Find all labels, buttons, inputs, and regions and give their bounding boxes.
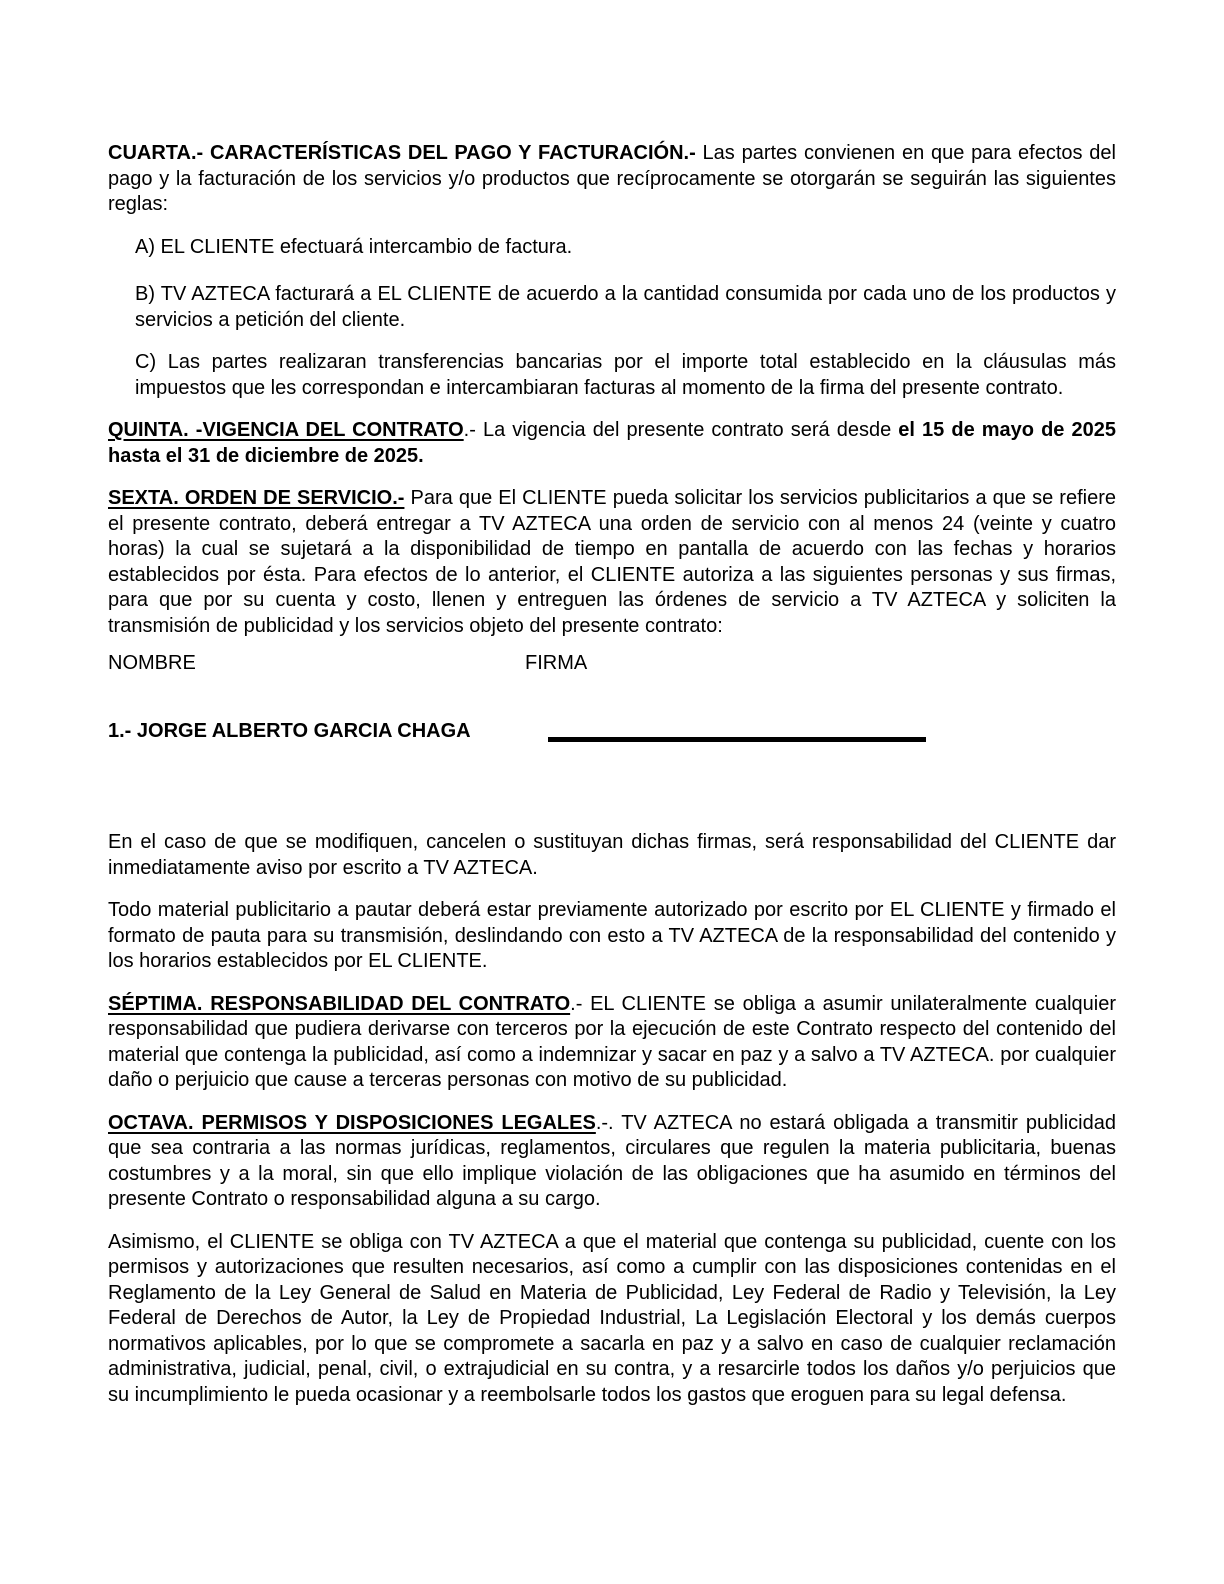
- signature-line: [548, 737, 926, 742]
- clause-septima-heading: SÉPTIMA. RESPONSABILIDAD DEL CONTRATO: [108, 992, 571, 1015]
- clause-octava-paragraph: [108, 1111, 1116, 1213]
- asimismo-paragraph: Asimismo, el CLIENTE se obliga con TV AZTECA a que el material que contenga su publicidad, cuente con los permisos y autorizaciones que resulten necesarios, así como a cumplir con las disposiciones contenidas en el Reglamento de la Ley General de Salud en Materia de Publicidad, Ley Federal de Radio y Televisión, la Ley Federal de Derechos de Autor, la Ley de Propiedad Industrial, La Legislación Electoral y los demás cuerpos normativos aplicables, por lo que se compromete a sacarla en paz y a salvo en caso de cualquier reclamación administrativa, judicial, penal, civil, o extrajudicial en su contra, y a resarcirle todos los daños y/o perjuicios que su incumplimiento le pueda ocasionar y a reembolsarle todos los gastos que eroguen para su legal defensa.: [108, 1230, 1116, 1406]
- signature-entry-row: [108, 719, 1116, 745]
- clause-cuarta-body: Las partes convienen en que para efectos del pago y la facturación de los servicios y/o productos que recíprocamente se otorgarán se seguirán las siguientes reglas:: [108, 142, 1116, 215]
- clause-octava-body: .-. TV AZTECA no estará obligada a transmitir publicidad que sea contraria a las normas jurídicas, reglamentos, circulares que regulen la materia publicitaria, buenas costumbres y a la moral, sin que ello implique violación de las obligaciones que ha asumido en términos del presente Contrato o responsabilidad alguna a su cargo.: [108, 1111, 1116, 1210]
- clause-septima-body: .- EL CLIENTE se obliga a asumir unilateralmente cualquier responsabilidad que pudiera derivarse con terceros por la ejecución de este Contrato respecto del contenido del material que contenga la publicidad, así como a indemnizar y sacar en paz y a salvo a TV AZTECA. por cualquier daño o perjuicio que cause a terceras personas con motivo de su publicidad.: [108, 992, 1116, 1091]
- material-authorization-paragraph: Todo material publicitario a pautar deberá estar previamente autorizado por escrito por EL CLIENTE y firmado el formato de pauta para su transmisión, deslindando con esto a TV AZTECA de la responsabilidad del contenido y los horarios establecidos por EL CLIENTE.: [108, 899, 1116, 972]
- firma-column-label: FIRMA: [525, 652, 588, 674]
- clause-quinta-heading: QUINTA. -VIGENCIA DEL CONTRATO: [108, 419, 464, 441]
- list-item-b: B) TV AZTECA facturará a EL CLIENTE de acuerdo a la cantidad consumida por cada uno de los productos y servicios a petición del cliente.: [135, 283, 1116, 331]
- signature-table-header: [108, 651, 1116, 677]
- list-item-a: A) EL CLIENTE efectuará intercambio de factura.: [135, 235, 573, 258]
- clause-cuarta-heading: CUARTA.- CARACTERÍSTICAS DEL PAGO Y FACTURACIÓN.-: [108, 142, 696, 164]
- payment-rules-list: [108, 235, 1116, 402]
- clause-quinta-dates: el 15 de mayo de 2025 hasta el 31 de diciembre de 2025.: [108, 419, 1116, 467]
- clause-cuarta-paragraph: [108, 141, 1116, 218]
- authorized-person-name: 1.- JORGE ALBERTO GARCIA CHAGA: [108, 719, 471, 742]
- clause-sexta-body: Para que El CLIENTE pueda solicitar los servicios publicitarios a que se refiere el presente contrato, deberá entregar a TV AZTECA una orden de servicio con al menos 24 (veinte y cuatro horas) la cual se sujetará a la disponibilidad de tiempo en pantalla de acuerdo con las fechas y horarios establecidos por ésta. Para efectos de lo anterior, el CLIENTE autoriza a las siguientes personas y sus firmas, para que por su cuenta y costo, llenen y entreguen las órdenes de servicio a TV AZTECA y soliciten la transmisión de publicidad y los servicios objeto del presente contrato:: [108, 487, 1116, 637]
- clause-quinta-body: .- La vigencia del presente contrato será desde: [463, 419, 899, 441]
- clause-septima-paragraph: [108, 992, 1116, 1094]
- nombre-column-label: NOMBRE: [108, 652, 196, 674]
- clause-sexta-heading: SEXTA. ORDEN DE SERVICIO.-: [108, 487, 405, 509]
- firmas-modification-paragraph: En el caso de que se modifiquen, cancelen o sustituyan dichas firmas, será responsabilidad del CLIENTE dar inmediatamente aviso por escrito a TV AZTECA.: [108, 831, 1116, 879]
- clause-sexta-paragraph: [108, 486, 1116, 639]
- clause-octava-heading: OCTAVA. PERMISOS Y DISPOSICIONES LEGALES: [108, 1111, 596, 1134]
- list-item-c: C) Las partes realizaran transferencias bancarias por el importe total establecido en la cláusulas más impuestos que les correspondan e intercambiaran facturas al momento de la firma del presente contrato.: [135, 351, 1116, 399]
- clause-quinta-paragraph: [108, 418, 1116, 469]
